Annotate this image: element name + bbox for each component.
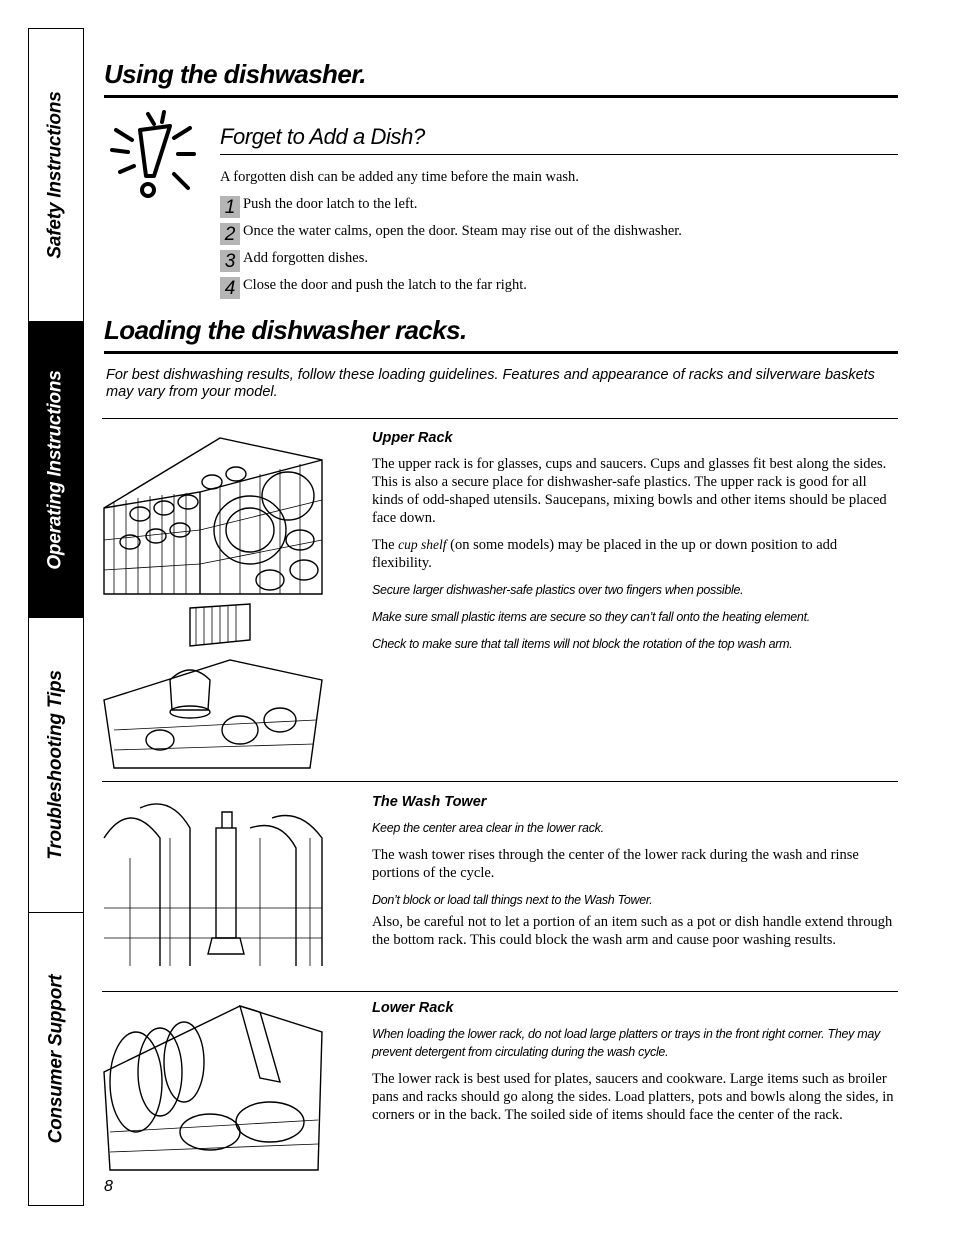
forget-dish-heading: Forget to Add a Dish? bbox=[220, 124, 898, 155]
step-number: 3 bbox=[220, 250, 240, 272]
section-title-using: Using the dishwasher. bbox=[104, 60, 898, 98]
upper-rack-note: Make sure small plastic items are secure so they can’t fall onto the heating element. bbox=[372, 610, 810, 624]
cup-shelf-illustration bbox=[100, 600, 326, 772]
wash-tower-note: Don’t block or load tall things next to the Wash Tower. bbox=[372, 893, 653, 907]
loading-guidelines: For best dishwashing results, follow these loading guidelines. Features and appearance of racks and silverware baskets may vary from your model. bbox=[106, 367, 875, 400]
tab-troubleshooting-tips[interactable] bbox=[29, 618, 83, 913]
step-number: 2 bbox=[220, 223, 240, 245]
upper-rack-note: Check to make sure that tall items will not block the rotation of the top wash arm. bbox=[372, 637, 793, 651]
upper-rack-illustration bbox=[100, 430, 326, 596]
lower-rack-note: When loading the lower rack, do not load large platters or trays in the front right corner. They may prevent detergent from circulating during the wash cycle. bbox=[372, 1027, 880, 1059]
text-segment: The bbox=[372, 537, 399, 553]
page-number: 8 bbox=[104, 1178, 113, 1195]
upper-rack-text: The upper rack is for glasses, cups and saucers. Cups and glasses fit best along the sides. This is also a secure place for dishwasher-safe plastics. The upper rack is good for all kinds of odd-shaped utensils. Saucepans, mixing bowls and other items should be placed face down. bbox=[372, 456, 887, 526]
tab-operating-instructions[interactable] bbox=[29, 322, 83, 618]
list-item bbox=[220, 195, 682, 222]
side-navigation bbox=[28, 28, 84, 1206]
step-number: 1 bbox=[220, 196, 240, 218]
steps-list bbox=[220, 195, 682, 303]
divider bbox=[102, 418, 898, 419]
step-text: Add forgotten dishes. bbox=[243, 250, 368, 266]
tab-consumer-support[interactable] bbox=[29, 913, 83, 1205]
upper-rack-title: Upper Rack bbox=[372, 430, 453, 446]
step-text: Once the water calms, open the door. Steam may rise out of the dishwasher. bbox=[243, 223, 682, 239]
lower-rack-illustration bbox=[100, 1002, 326, 1174]
list-item bbox=[220, 249, 682, 276]
cup-shelf-text bbox=[372, 536, 898, 572]
lower-rack-text: The lower rack is best used for plates, saucers and cookware. Large items such as broiler pans and racks should go along the sides. Load platters, pots and bowls along the sides, in corners or in the back. The soiled side of items should face the center of the rack. bbox=[372, 1071, 894, 1123]
step-text: Close the door and push the latch to the far right. bbox=[243, 277, 527, 293]
step-number: 4 bbox=[220, 277, 240, 299]
wash-tower-illustration bbox=[100, 798, 326, 970]
wash-tower-note: Keep the center area clear in the lower rack. bbox=[372, 821, 604, 835]
section-title-loading: Loading the dishwasher racks. bbox=[104, 316, 898, 354]
lower-rack-section bbox=[372, 1000, 898, 1133]
upper-rack-section bbox=[372, 430, 898, 662]
lightbulb-icon bbox=[108, 110, 198, 206]
lower-rack-title: Lower Rack bbox=[372, 1000, 454, 1016]
tab-label: Troubleshooting Tips bbox=[45, 670, 66, 860]
tab-label: Consumer Support bbox=[45, 974, 67, 1144]
upper-rack-note: Secure larger dishwasher-safe plastics over two fingers when possible. bbox=[372, 583, 744, 597]
wash-tower-text: The wash tower rises through the center of the lower rack during the wash and rinse portions of the cycle. bbox=[372, 847, 859, 881]
wash-tower-section bbox=[372, 794, 898, 958]
tab-label: Safety Instructions bbox=[45, 91, 66, 259]
list-item bbox=[220, 276, 682, 303]
wash-tower-text: Also, be careful not to let a portion of an item such as a pot or dish handle extend through the bottom rack. This could block the wash arm and cause poor washing results. bbox=[372, 914, 893, 948]
tab-label: Operating Instructions bbox=[45, 369, 66, 570]
list-item bbox=[220, 222, 682, 249]
cup-shelf-term: cup shelf bbox=[398, 537, 447, 552]
wash-tower-title: The Wash Tower bbox=[372, 794, 487, 810]
divider bbox=[102, 781, 898, 782]
step-text: Push the door latch to the left. bbox=[243, 196, 418, 212]
text-segment: (on some models) may be placed in the up or down position to add flexibility. bbox=[372, 537, 838, 571]
divider bbox=[102, 991, 898, 992]
forget-dish-intro: A forgotten dish can be added any time before the main wash. bbox=[220, 169, 579, 185]
tab-safety-instructions[interactable] bbox=[29, 29, 83, 322]
